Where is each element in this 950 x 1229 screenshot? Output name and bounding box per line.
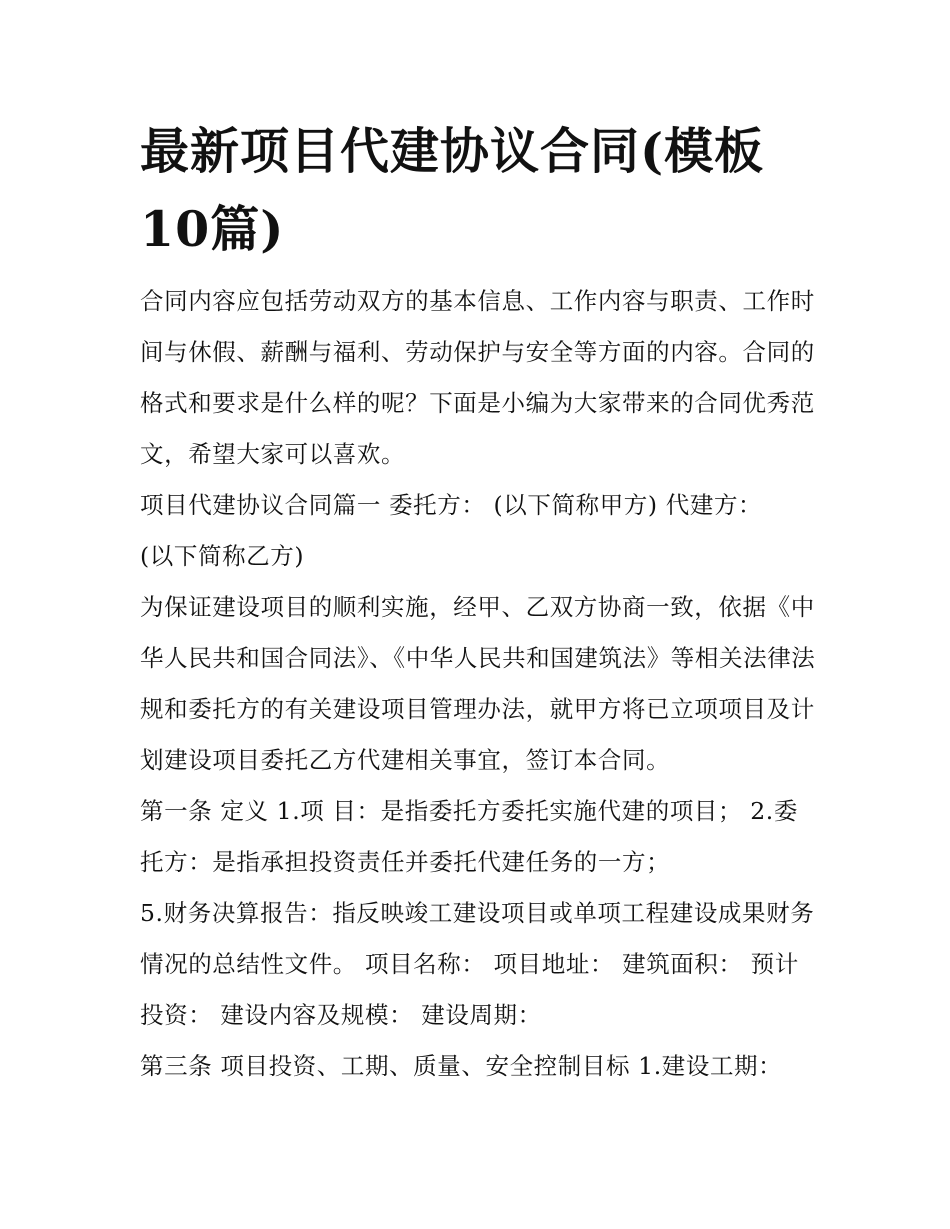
paragraph-parties-agent: (以下简称乙方)	[140, 542, 305, 570]
paragraph-financial-report: 5.财务决算报告：指反映竣工建设项目或单项工程建设成果财务情况的总结性文件。 项目名称： 项目地址： 建筑面积： 预计投资： 建设内容及规模： 建设周期：	[140, 899, 815, 1029]
document-body	[140, 276, 820, 1092]
paragraph-article-1: 第一条 定义 1.项 目：是指委托方委托实施代建的项目； 2.委托方：是指承担投资责任并委托代建任务的一方；	[140, 797, 798, 876]
paragraph-intro: 合同内容应包括劳动双方的基本信息、工作内容与职责、工作时间与休假、薪酬与福利、劳动保护与安全等方面的内容。合同的格式和要求是什么样的呢？下面是小编为大家带来的合同优秀范文，希望大家可以喜欢。	[140, 287, 815, 468]
paragraph-parties-principal: 项目代建协议合同篇一 委托方： (以下简称甲方) 代建方：	[140, 491, 763, 519]
paragraph-purpose: 为保证建设项目的顺利实施，经甲、乙双方协商一致，依据《中华人民共和国合同法》、《中华人民共和国建筑法》等相关法律法规和委托方的有关建设项目管理办法，就甲方将已立项项目及计划建设项目委托乙方代建相关事宜，签订本合同。	[140, 593, 816, 774]
document-title: 最新项目代建协议合同(模板10篇)	[140, 122, 765, 258]
paragraph-article-3: 第三条 项目投资、工期、质量、安全控制目标 1.建设工期：	[140, 1052, 783, 1080]
